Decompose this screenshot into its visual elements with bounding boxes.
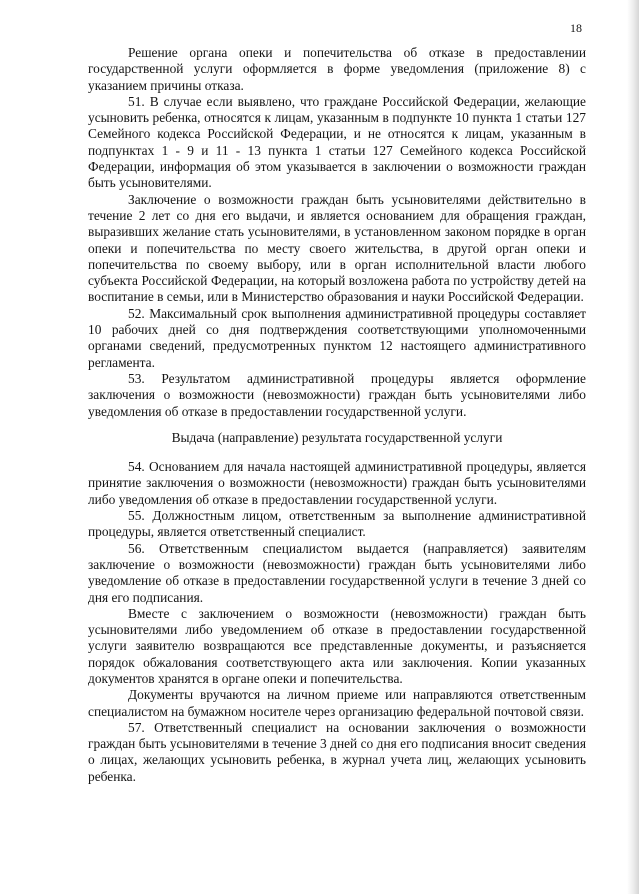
section-heading: Выдача (направление) результата государственной услуги: [171, 429, 503, 445]
page-number: 18: [570, 21, 582, 35]
paragraph-53: 53. Результатом административной процедуры является оформление заключения о возможности (невозможности) граждан быть усыновителями либо уведомления об отказе в предоставлении государственной услуги.: [88, 370, 586, 419]
scan-edge-shadow: [627, 0, 639, 894]
paragraph-conclusion-validity: Заключение о возможности граждан быть усыновителями действительно в течение 2 лет со дня его выдачи, и является основанием для обращения граждан, выразивших желание стать усыновителями, в установленном законом порядке в орган опеки и попечительства по месту своего жительства, в другой орган опеки и попечительства по своему выбору, или в орган исполнительной власти любого субъекта Российской Федерации, на который возложена работа по устройству детей на воспитание в семьи, или в Министерство образования и науки Российской Федерации.: [88, 191, 586, 305]
paragraph-52: 52. Максимальный срок выполнения административной процедуры составляет 10 рабочих дней со дня подтверждения соответствующими уполномоченными органами сведений, предусмотренных пунктом 12 настоящего административного регламента.: [88, 305, 586, 370]
paragraph-documents-returned: Вместе с заключением о возможности (невозможности) граждан быть усыновителями либо уведомлением об отказе в предоставлении государственной услуги заявителю возвращаются все представленные документы, и разъясняется порядок обжалования соответствующего акта или заключения. Копии указанных документов хранятся в органе опеки и попечительства.: [88, 605, 586, 686]
paragraph-refusal-decision: Решение органа опеки и попечительства об отказе в предоставлении государственной услуги оформляется в форме уведомления (приложение 8) с указанием причины отказа.: [88, 45, 586, 93]
paragraph-55: 55. Должностным лицом, ответственным за выполнение административной процедуры, является ответственный специалист.: [88, 508, 586, 540]
paragraph-56: 56. Ответственным специалистом выдается (направляется) заявителям заключение о возможности (невозможности) граждан быть усыновителями либо уведомление об отказе в предоставлении государственной услуги в течение 3 дней со дня его подписания.: [88, 540, 586, 605]
paragraph-54: 54. Основанием для начала настоящей административной процедуры, является принятие заключения о возможности (невозможности) граждан быть усыновителями либо уведомления об отказе в предоставлении государственной услуги.: [88, 459, 586, 507]
document-body: [88, 45, 586, 785]
paragraph-51: 51. В случае если выявлено, что граждане Российской Федерации, желающие усыновить ребенка, относятся к лицам, указанным в подпункте 10 пункта 1 статьи 127 Семейного кодекса Российской Федерации, и не относятся к лицам, указанным в подпунктах 1 - 9 и 11 - 13 пункта 1 статьи 127 Семейного кодекса Российской Федерации, информация об этом указывается в заключении о возможности граждан быть усыновителями.: [88, 93, 586, 191]
document-page: [88, 0, 586, 894]
paragraph-documents-delivery: Документы вручаются на личном приеме или направляются ответственным специалистом на бумажном носителе через организацию федеральной почтовой связи.: [88, 687, 586, 719]
paragraph-57: 57. Ответственный специалист на основании заключения о возможности граждан быть усыновителями в течение 3 дней со дня его подписания вносит сведения о лицах, желающих усыновить ребенка, в журнал учета лиц, желающих усыновить ребенка.: [88, 719, 586, 784]
